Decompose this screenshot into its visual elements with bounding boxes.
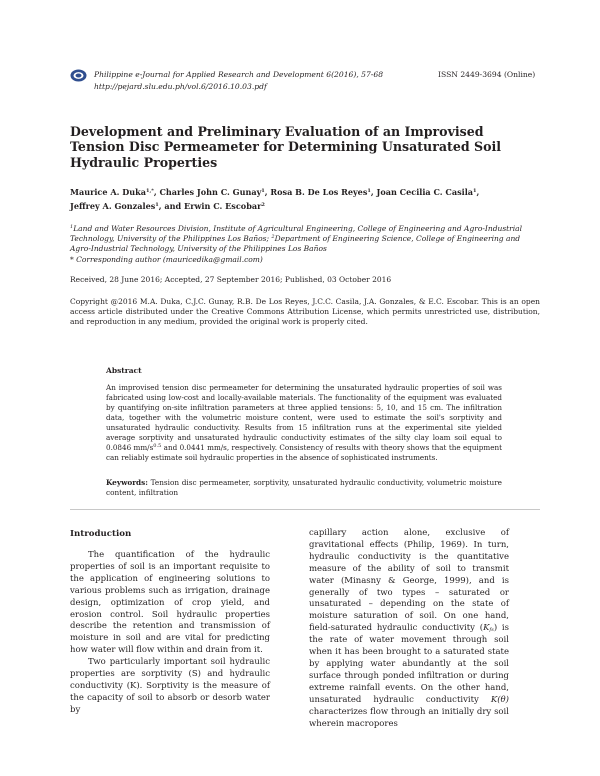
author-name: , and Erwin C. Escobar [158,200,262,211]
pejard-logo-icon [70,69,87,82]
corresponding-author: * Corresponding author (mauricedika@gmail.com) [70,254,263,264]
intro-paragraph-continued [309,528,509,730]
section-divider [70,509,540,510]
author-name: , Rosa B. De Los Reyes [264,187,368,197]
paper-title: Development and Preliminary Evaluation of an Improvised Tension Disc Permeameter for Determining Unsaturated Soil Hydraulic Properties [70,124,502,170]
abstract-text: and 0.0441 mm/s, respectively. Consistency of results with theory shows that the equipment can reliably estimate soil hydraulic properties in the absence of sophisticated instruments. [106,443,502,462]
body-text: ) is the rate of water movement through soil when it has been brought to a saturated state by applying water abundantly at the soil surface through ponded infiltration or during extreme rainfall events. On the other hand, unsaturated hydraulic conductivity [309,623,509,705]
math-symbol: K [483,623,490,634]
math-symbol: K(θ) [490,694,509,705]
body-column-left [70,550,270,717]
keywords-text: Tension disc permeameter, sorptivity, unsaturated hydraulic conductivity, volumetric moisture content, infiltration [106,478,502,497]
author-name: , Charles John C. Gunay [153,187,262,197]
author-name: , Joan Cecilia C. Casila [370,187,474,197]
author-sup: 1 [367,188,371,194]
keywords-label: Keywords: [106,478,148,487]
author-sup: 1 [473,188,477,194]
abstract-body [106,383,502,463]
introduction-heading: Introduction [70,529,132,539]
keywords [106,478,502,498]
abstract-text: An improvised tension disc permeameter for determining the unsaturated hydraulic properties of soil was fabricated using low-cost and locally-available materials. The functionality of the equipment was evaluated by quantifying on-site infiltration parameters at three applied tensions: 5, 10, and 15 cm. The infiltration data, together with the volumetric moisture content, were used to estimate the soil's sorptivity and unsaturated hydraulic conductivity. Results from 15 infiltration runs at the experimental site yielded average sorptivity and unsaturated hydraulic conductivity estimates of the silty clay loam soil equal to 0.0846 mm/s [106,383,502,452]
body-text: capillary action alone, exclusive of gravitational effects (Philip, 1969). In turn, hydraulic conductivity is the quantitative measure of the ability of soil to transmit water (Minasny & George, 1999), and is generally of two types – saturated or unsaturated – depending on the state of moisture saturation of soil. On one hand, field-saturated hydraulic conductivity ( [309,528,509,634]
journal-citation: Philippine e-Journal for Applied Research and Development 6(2016), 57-68 [94,70,384,79]
math-subscript: fs [489,627,494,634]
affiliation-2: Department of Engineering Science, College of Engineering and Agro-Industrial Technology, University of the Philippines Los Baños [70,234,521,254]
affiliations [70,224,540,265]
affiliation-sup: 2 [271,234,275,241]
author-line-1 [70,186,540,200]
author-sup: 1 [261,188,265,194]
author-name: Jeffrey A. Gonzales [70,200,156,211]
author-sup: 2 [261,201,265,208]
author-list [70,186,540,213]
copyright-notice: Copyright @2016 M.A. Duka, C.J.C. Gunay, R.B. De Los Reyes, J.C.C. Casila, J.A. Gonzales, & E.C. Escobar. This is an open access article distributed under the Creative Commons Attribution License, which permits unrestricted use, distribution, and reproduction in any medium, provided the original work is properly cited. [70,297,540,327]
author-sup: 1 [155,201,159,208]
body-text: characterizes flow through an initially dry soil wherein macropores [309,706,509,729]
intro-paragraph-2: Two particularly important soil hydraulic properties are sorptivity (S) and hydraulic conductivity (K). Sorptivity is the measure of the capacity of soil to absorb or desorb water by [70,657,270,715]
publication-dates: Received, 28 June 2016; Accepted, 27 September 2016; Published, 03 October 2016 [70,275,392,284]
body-column-right [309,528,509,730]
journal-url[interactable]: http://pejard.slu.edu.ph/vol.6/2016.10.03.pdf [94,82,267,91]
intro-paragraph-1: The quantification of the hydraulic properties of soil is an important requisite to the application of engineering solutions to various problems such as irrigation, drainage design, optimization of crop yield, and erosion control. Soil hydraulic properties describe the retention and transmission of moisture in soil and are vital for predicting how water will flow within and drain from it. [70,550,270,656]
author-separator: , [476,187,480,197]
abstract-sup: 0.5 [153,443,162,449]
author-name: Maurice A. Duka [70,187,146,197]
author-line-2 [70,200,540,214]
affiliation-sup: 1 [70,224,74,230]
affiliation-1: Land and Water Resources Division, Institute of Agricultural Engineering, College of Engineering and Agro-Industrial Technology, University of the Philippines Los Baños; [70,224,523,244]
abstract-heading: Abstract [106,366,142,375]
author-sup: 1,* [146,188,154,194]
issn: ISSN 2449-3694 (Online) [438,70,536,79]
